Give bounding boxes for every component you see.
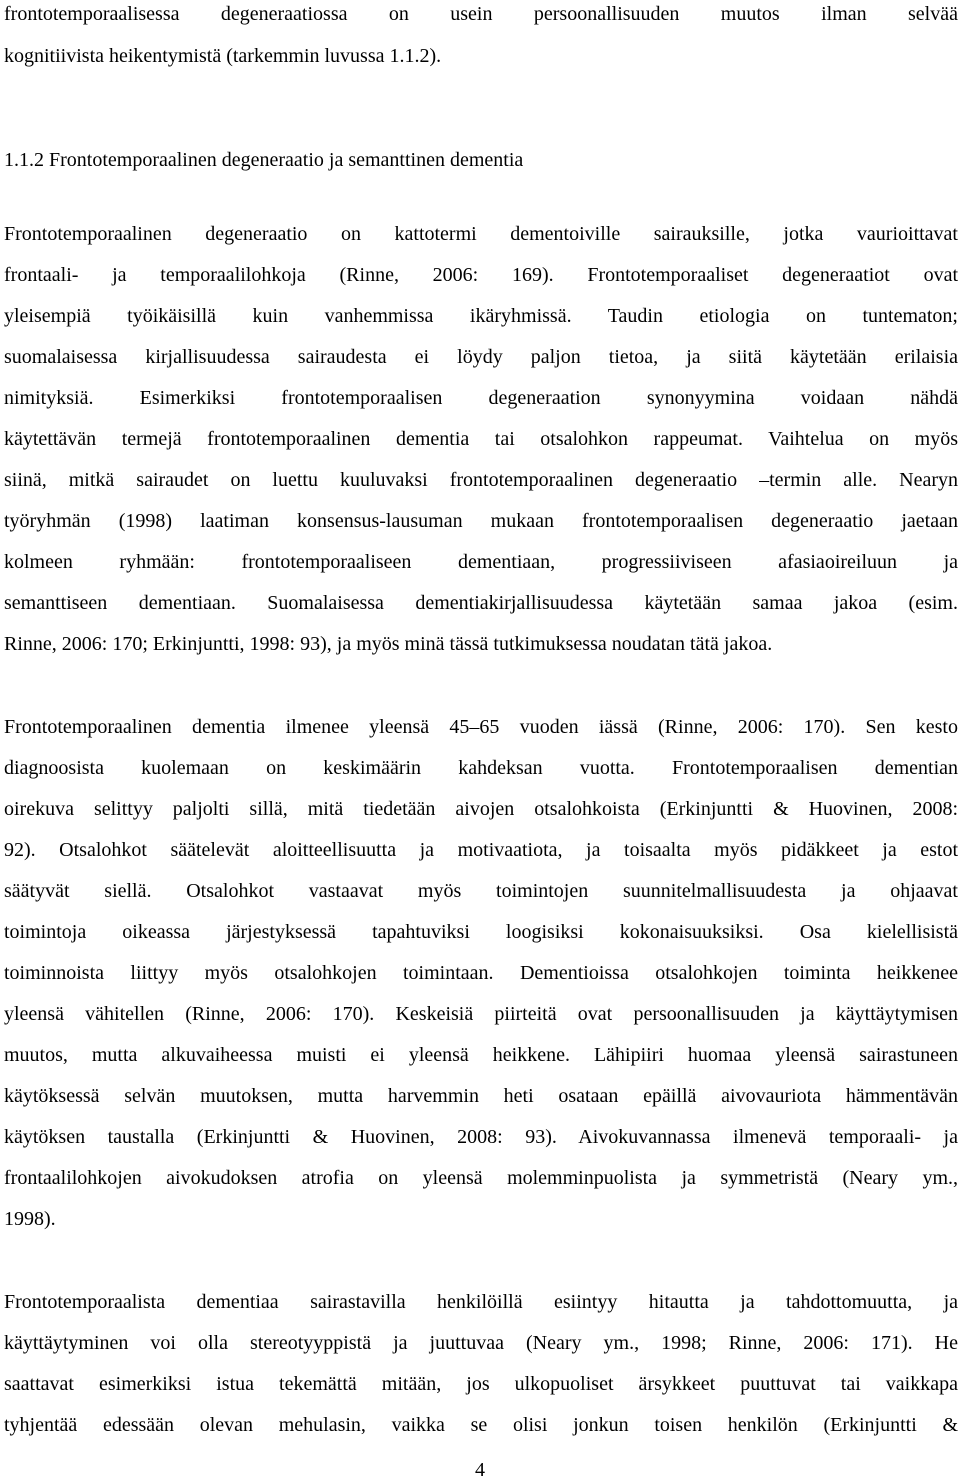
paragraph-line: yleensä vähitellen (Rinne, 2006: 170). Keskeisiä piirteitä ovat persoonallisuuden ja käyttäytymisen bbox=[4, 1003, 958, 1025]
paragraph-line: frontaalilohkojen aivokudoksen atrofia on yleensä molemminpuolista ja symmetristä (Neary ym., bbox=[4, 1167, 958, 1189]
paragraph-line: siinä, mitkä sairaudet on luettu kuuluvaksi frontotemporaalinen degeneraatio –termin alle. Nearyn bbox=[4, 469, 958, 491]
paragraph-line: tyhjentää edessään olevan mehulasin, vaikka se olisi jonkun toisen henkilön (Erkinjuntti & bbox=[4, 1414, 958, 1436]
paragraph-line: nimityksiä. Esimerkiksi frontotemporaalisen degeneraation synonyymina voidaan nähdä bbox=[4, 387, 958, 409]
paragraph-line: yleisempiä työikäisillä kuin vanhemmissa ikäryhmissä. Taudin etiologia on tuntematon; bbox=[4, 305, 958, 327]
paragraph-line: kolmeen ryhmään: frontotemporaaliseen dementiaan, progressiiviseen afasiaoireiluun ja bbox=[4, 551, 958, 573]
paragraph-line: frontotemporaalisessa degeneraatiossa on usein persoonallisuuden muutos ilman selvää bbox=[4, 3, 958, 25]
paragraph-line: Frontotemporaalinen degeneraatio on kattotermi dementoiville sairauksille, jotka vaurioittavat bbox=[4, 223, 958, 245]
paragraph-line: 1998). bbox=[4, 1208, 56, 1230]
paragraph-line: työryhmän (1998) laatiman konsensus-lausuman mukaan frontotemporaalisen degeneraatio jaetaan bbox=[4, 510, 958, 532]
paragraph-line: suomalaisessa kirjallisuudessa sairaudesta ei löydy paljon tietoa, ja siitä käytetään erilaisia bbox=[4, 346, 958, 368]
paragraph-line: käytöksen taustalla (Erkinjuntti & Huovinen, 2008: 93). Aivokuvannassa ilmenevä temporaali- ja bbox=[4, 1126, 958, 1148]
paragraph-line: oirekuva selittyy paljolti sillä, mitä tiedetään aivojen otsalohkoista (Erkinjuntti & Huovinen, 2008: bbox=[4, 798, 958, 820]
paragraph-line: toiminnoista liittyy myös otsalohkojen toimintaan. Dementioissa otsalohkojen toiminta heikkenee bbox=[4, 962, 958, 984]
paragraph-line: käyttäytyminen voi olla stereotyyppistä ja juuttuvaa (Neary ym., 1998; Rinne, 2006: 171). He bbox=[4, 1332, 958, 1354]
section-heading: 1.1.2 Frontotemporaalinen degeneraatio ja semanttinen dementia bbox=[4, 149, 524, 171]
paragraph-line: toimintoja oikeassa järjestyksessä tapahtuviksi loogisiksi kokonaisuuksiksi. Osa kielellisistä bbox=[4, 921, 958, 943]
paragraph-line: frontaali- ja temporaalilohkoja (Rinne, 2006: 169). Frontotemporaaliset degeneraatiot ovat bbox=[4, 264, 958, 286]
paragraph-line: käytettävän termejä frontotemporaalinen dementia tai otsalohkon rappeumat. Vaihtelua on myös bbox=[4, 428, 958, 450]
paragraph-line: Frontotemporaalista dementiaa sairastavilla henkilöillä esiintyy hitautta ja tahdottomuutta, ja bbox=[4, 1291, 958, 1313]
paragraph-line: diagnoosista kuolemaan on keskimäärin kahdeksan vuotta. Frontotemporaalisen dementian bbox=[4, 757, 958, 779]
paragraph-line: kognitiivista heikentymistä (tarkemmin luvussa 1.1.2). bbox=[4, 45, 442, 67]
paragraph-line: Rinne, 2006: 170; Erkinjuntti, 1998: 93), ja myös minä tässä tutkimuksessa noudatan tätä jakoa. bbox=[4, 633, 773, 655]
paragraph-line: semanttiseen dementiaan. Suomalaisessa dementiakirjallisuudessa käytetään samaa jakoa (esim. bbox=[4, 592, 958, 614]
paragraph-line: 92). Otsalohkot säätelevät aloitteellisuutta ja motivaatiota, ja toisaalta myös pidäkkeet ja estot bbox=[4, 839, 958, 861]
paragraph-line: muutos, mutta alkuvaiheessa muisti ei yleensä heikkene. Lähipiiri huomaa yleensä sairastuneen bbox=[4, 1044, 958, 1066]
paragraph-line: saattavat esimerkiksi istua tekemättä mitään, jos ulkopuoliset ärsykkeet puuttuvat tai vaikkapa bbox=[4, 1373, 958, 1395]
paragraph-line: Frontotemporaalinen dementia ilmenee yleensä 45–65 vuoden iässä (Rinne, 2006: 170). Sen kesto bbox=[4, 716, 958, 738]
paragraph-line: säätyvät siellä. Otsalohkot vastaavat myös toimintojen suunnitelmallisuudesta ja ohjaavat bbox=[4, 880, 958, 902]
paragraph-line: käytöksessä selvän muutoksen, mutta harvemmin heti osataan epäillä aivovauriota hämmentävän bbox=[4, 1085, 958, 1107]
page-number: 4 bbox=[475, 1459, 485, 1481]
